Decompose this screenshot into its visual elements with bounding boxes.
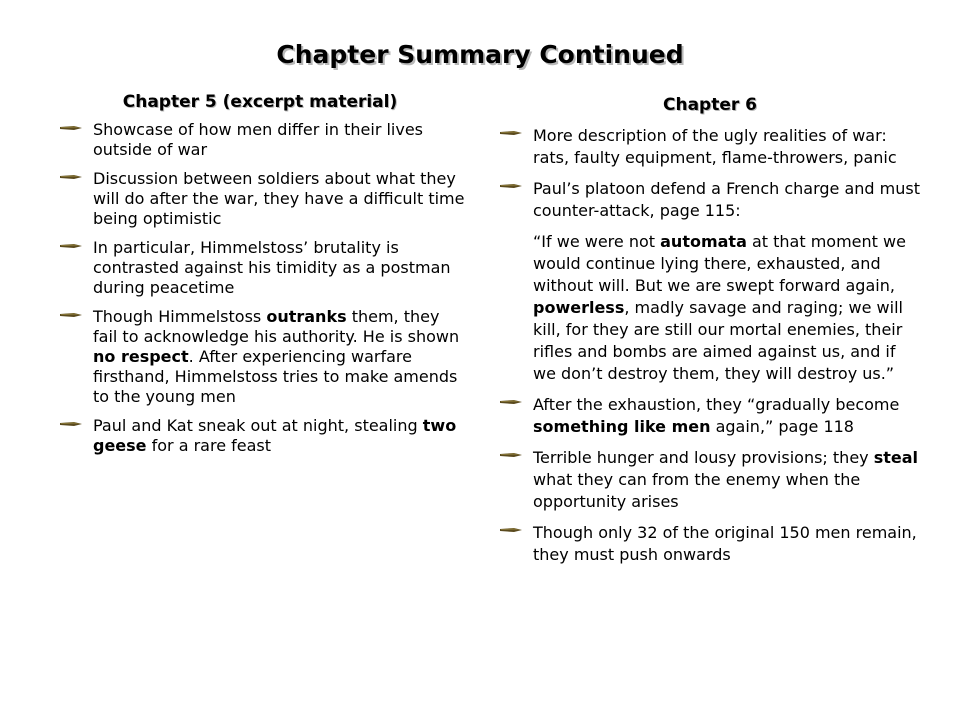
emphasis-text: something like men: [533, 417, 711, 436]
text-run: again,” page 118: [710, 417, 854, 436]
text-run: Terrible hunger and lousy provisions; they: [533, 448, 874, 467]
bullet-item: [500, 522, 920, 566]
bullet-cartridge-icon: [500, 183, 522, 189]
text-run: at that moment we would continue lying there, exhausted, and without will. But we are swept forward again,: [533, 232, 906, 295]
bullet-item: [60, 238, 465, 298]
text-run: In particular, Himmelstoss’ brutality is contrasted against his timidity as a postman during peacetime: [93, 238, 451, 297]
text-run: Paul’s platoon defend a French charge and must counter-attack, page 115:: [533, 179, 920, 220]
bullet-item: [500, 447, 920, 513]
emphasis-text: no respect: [93, 347, 189, 366]
bullet-cartridge-icon: [60, 421, 82, 427]
chapter-5-heading: Chapter 5 (excerpt material): [122, 92, 398, 112]
emphasis-text: automata: [660, 232, 747, 251]
chapter-5-column: [60, 92, 465, 465]
bullet-item: [60, 169, 465, 229]
bullet-cartridge-icon: [500, 527, 522, 533]
bullet-cartridge-icon: [60, 125, 82, 131]
bullet-cartridge-icon: [500, 130, 522, 136]
text-run: Discussion between soldiers about what they will do after the war, they have a difficult time being optimistic: [93, 169, 465, 228]
emphasis-text: outranks: [266, 307, 347, 326]
quote-block: [500, 231, 920, 385]
text-run: Paul and Kat sneak out at night, stealing: [93, 416, 423, 435]
bullet-item: [500, 178, 920, 222]
chapter-5-list: [60, 120, 465, 456]
text-run: After the exhaustion, they “gradually become: [533, 395, 900, 414]
emphasis-text: powerless: [533, 298, 625, 317]
chapter-6-column: [500, 95, 920, 575]
text-run: Though only 32 of the original 150 men remain, they must push onwards: [533, 523, 917, 564]
text-run: what they can from the enemy when the opportunity arises: [533, 470, 861, 511]
text-run: Though Himmelstoss: [93, 307, 267, 326]
text-run: Showcase of how men differ in their lives outside of war: [93, 120, 424, 159]
bullet-item: [60, 120, 465, 160]
bullet-cartridge-icon: [60, 312, 82, 318]
text-run: “If we were not: [533, 232, 661, 251]
bullet-item: [500, 125, 920, 169]
emphasis-text: two geese: [93, 416, 457, 455]
text-run: , madly savage and raging; we will kill, for they are still our mortal enemies, their rifles and bombs are aimed against us, and if we don’t destroy them, they will destroy us.”: [533, 298, 903, 383]
bullet-cartridge-icon: [60, 174, 82, 180]
bullet-cartridge-icon: [500, 452, 522, 458]
text-run: . After experiencing warfare firsthand, Himmelstoss tries to make amends to the young men: [93, 347, 458, 406]
text-run: them, they fail to acknowledge his authority. He is shown: [93, 307, 460, 346]
emphasis-text: steal: [873, 448, 919, 467]
text-run: for a rare feast: [146, 436, 272, 455]
chapter-6-heading: Chapter 6: [662, 95, 757, 115]
bullet-item: [500, 394, 920, 438]
bullet-item: [60, 307, 465, 407]
chapter-6-list-top: [500, 125, 920, 222]
slide-title: Chapter Summary Continued: [276, 40, 684, 69]
chapter-6-list-bottom: [500, 394, 920, 566]
text-run: More description of the ugly realities of war: rats, faulty equipment, flame-throwers, panic: [533, 126, 897, 167]
bullet-cartridge-icon: [500, 399, 522, 405]
bullet-item: [60, 416, 465, 456]
bullet-cartridge-icon: [60, 243, 82, 249]
